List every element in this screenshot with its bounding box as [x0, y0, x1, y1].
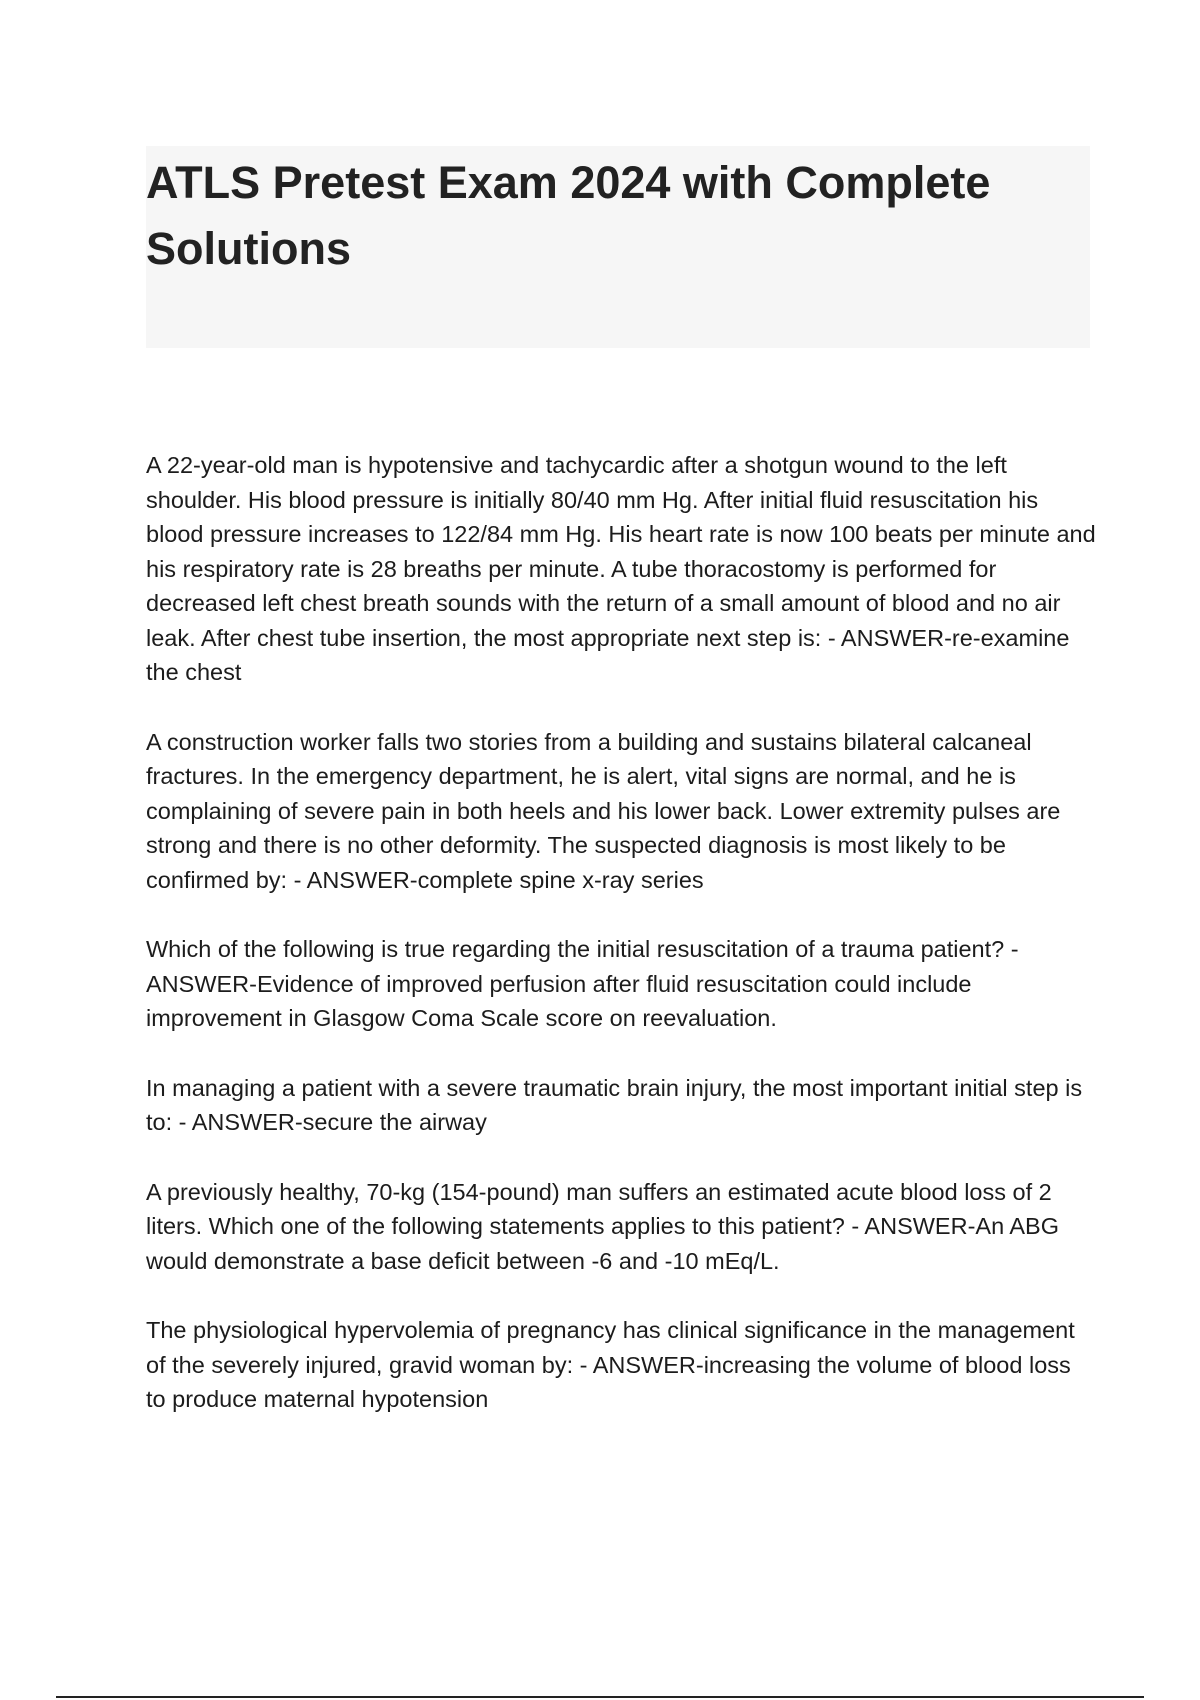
document-title: ATLS Pretest Exam 2024 with Complete Solutions	[146, 157, 991, 274]
question-answer-6: The physiological hypervolemia of pregnancy has clinical significance in the management of the severely injured, gravid woman by: - ANSWER-increasing the volume of blood loss to produce maternal hypotension	[146, 1317, 1075, 1412]
question-answer-2: A construction worker falls two stories from a building and sustains bilateral calcaneal fractures. In the emergency department, he is alert, vital signs are normal, and he is complaining of severe pain in both heels and his lower back. Lower extremity pulses are strong and there is no other deformity. The suspected diagnosis is most likely to be confirmed by: - ANSWER-complete spine x-ray series	[146, 728, 1061, 893]
question-answer-3: Which of the following is true regarding the initial resuscitation of a trauma patient? - ANSWER-Evidence of improved perfusion after fluid resuscitation could include improvement in Glasgow Coma Scale score on reevaluation.	[146, 936, 1019, 1031]
question-answer-5: A previously healthy, 70-kg (154-pound) man suffers an estimated acute blood loss of 2 liters. Which one of the following statements applies to this patient? - ANSWER-An ABG would demonstrate a base deficit between -6 and -10 mEq/L.	[146, 1178, 1060, 1274]
footer-divider	[56, 1696, 1144, 1698]
question-answer-4: In managing a patient with a severe traumatic brain injury, the most important initial step is to: - ANSWER-secure the airway	[146, 1074, 1083, 1135]
question-answer-1: A 22-year-old man is hypotensive and tachycardic after a shotgun wound to the left shoulder. His blood pressure is initially 80/40 mm Hg. After initial fluid resuscitation his blood pressure increases to 122/84 mm Hg. His heart rate is now 100 beats per minute and his respiratory rate is 28 breaths per minute. A tube thoracostomy is performed for decreased left chest breath sounds with the return of a small amount of blood and no air leak. After chest tube insertion, the most appropriate next step is: - ANSWER-re-examine the chest	[146, 452, 1096, 685]
question-list	[146, 448, 1096, 1452]
title-block	[146, 146, 1090, 348]
